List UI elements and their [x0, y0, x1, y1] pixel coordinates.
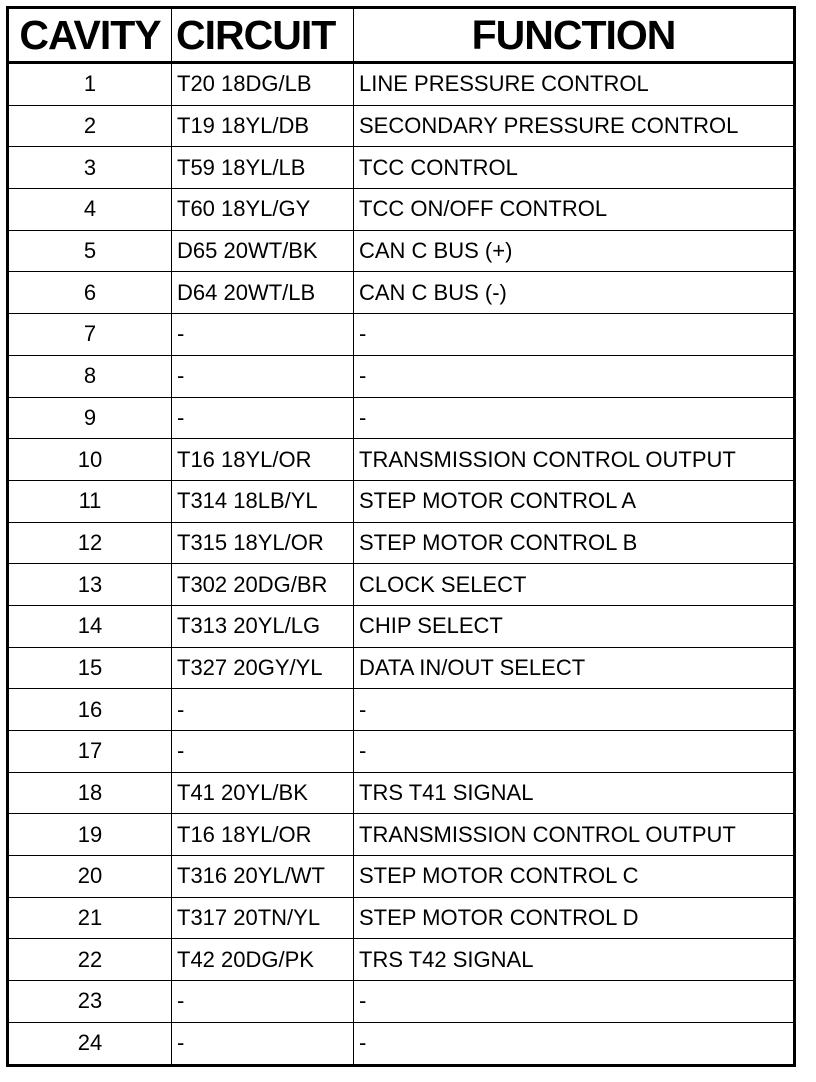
cell-cavity: 23	[8, 981, 172, 1023]
table-row	[8, 522, 795, 564]
cell-function: LINE PRESSURE CONTROL	[354, 63, 795, 106]
table-row	[8, 731, 795, 773]
cell-circuit: -	[172, 689, 354, 731]
table-row	[8, 1022, 795, 1065]
table-row	[8, 897, 795, 939]
cell-function: -	[354, 689, 795, 731]
cell-cavity: 11	[8, 480, 172, 522]
cell-circuit: D65 20WT/BK	[172, 230, 354, 272]
cell-function: TCC ON/OFF CONTROL	[354, 189, 795, 231]
table-body	[8, 63, 795, 1066]
cell-cavity: 9	[8, 397, 172, 439]
cell-circuit: T60 18YL/GY	[172, 189, 354, 231]
cell-cavity: 16	[8, 689, 172, 731]
cell-circuit: T16 18YL/OR	[172, 439, 354, 481]
table-row	[8, 147, 795, 189]
cell-function: SECONDARY PRESSURE CONTROL	[354, 105, 795, 147]
cell-cavity: 24	[8, 1022, 172, 1065]
table-row	[8, 480, 795, 522]
cell-circuit: T42 20DG/PK	[172, 939, 354, 981]
cell-function: STEP MOTOR CONTROL D	[354, 897, 795, 939]
cell-function: -	[354, 981, 795, 1023]
table-row	[8, 939, 795, 981]
table-row	[8, 981, 795, 1023]
cell-cavity: 19	[8, 814, 172, 856]
cell-circuit: T316 20YL/WT	[172, 856, 354, 898]
cell-function: STEP MOTOR CONTROL C	[354, 856, 795, 898]
cell-function: STEP MOTOR CONTROL A	[354, 480, 795, 522]
table-row	[8, 689, 795, 731]
cell-function: CHIP SELECT	[354, 605, 795, 647]
cell-function: TRS T41 SIGNAL	[354, 772, 795, 814]
cell-function: CAN C BUS (+)	[354, 230, 795, 272]
table-row	[8, 856, 795, 898]
table-row	[8, 230, 795, 272]
cell-circuit: T327 20GY/YL	[172, 647, 354, 689]
table-row	[8, 355, 795, 397]
cell-circuit: T314 18LB/YL	[172, 480, 354, 522]
cell-function: -	[354, 1022, 795, 1065]
cell-function: DATA IN/OUT SELECT	[354, 647, 795, 689]
cell-cavity: 14	[8, 605, 172, 647]
table-row	[8, 314, 795, 356]
cell-circuit: T41 20YL/BK	[172, 772, 354, 814]
header-cavity: CAVITY	[8, 8, 172, 63]
cell-circuit: D64 20WT/LB	[172, 272, 354, 314]
table-row	[8, 397, 795, 439]
table-row	[8, 605, 795, 647]
cell-cavity: 2	[8, 105, 172, 147]
cell-function: TRANSMISSION CONTROL OUTPUT	[354, 814, 795, 856]
cell-circuit: T315 18YL/OR	[172, 522, 354, 564]
cell-cavity: 3	[8, 147, 172, 189]
cell-function: -	[354, 314, 795, 356]
cell-cavity: 17	[8, 731, 172, 773]
cell-cavity: 12	[8, 522, 172, 564]
connector-pinout-table	[6, 6, 796, 1067]
cell-function: STEP MOTOR CONTROL B	[354, 522, 795, 564]
cell-circuit: T59 18YL/LB	[172, 147, 354, 189]
cell-circuit: T313 20YL/LG	[172, 605, 354, 647]
cell-cavity: 13	[8, 564, 172, 606]
header-function: FUNCTION	[354, 8, 795, 63]
cell-cavity: 4	[8, 189, 172, 231]
cell-cavity: 18	[8, 772, 172, 814]
cell-cavity: 20	[8, 856, 172, 898]
cell-cavity: 7	[8, 314, 172, 356]
cell-circuit: T20 18DG/LB	[172, 63, 354, 106]
table-header	[8, 8, 795, 63]
cell-function: CAN C BUS (-)	[354, 272, 795, 314]
table-row	[8, 564, 795, 606]
cell-circuit: -	[172, 731, 354, 773]
cell-function: TRANSMISSION CONTROL OUTPUT	[354, 439, 795, 481]
table-row	[8, 647, 795, 689]
cell-circuit: -	[172, 981, 354, 1023]
cell-function: TRS T42 SIGNAL	[354, 939, 795, 981]
table-row	[8, 772, 795, 814]
table-row	[8, 189, 795, 231]
cell-function: TCC CONTROL	[354, 147, 795, 189]
cell-function: CLOCK SELECT	[354, 564, 795, 606]
cell-cavity: 6	[8, 272, 172, 314]
table-row	[8, 814, 795, 856]
table-row	[8, 105, 795, 147]
cell-cavity: 5	[8, 230, 172, 272]
header-circuit: CIRCUIT	[172, 8, 354, 63]
cell-circuit: -	[172, 314, 354, 356]
header-row	[8, 8, 795, 63]
table-row	[8, 272, 795, 314]
cell-circuit: T302 20DG/BR	[172, 564, 354, 606]
cell-function: -	[354, 355, 795, 397]
cell-cavity: 15	[8, 647, 172, 689]
cell-circuit: -	[172, 397, 354, 439]
cell-cavity: 10	[8, 439, 172, 481]
table-row	[8, 439, 795, 481]
cell-circuit: T16 18YL/OR	[172, 814, 354, 856]
cell-cavity: 8	[8, 355, 172, 397]
cell-cavity: 21	[8, 897, 172, 939]
cell-circuit: T19 18YL/DB	[172, 105, 354, 147]
cell-cavity: 1	[8, 63, 172, 106]
cell-function: -	[354, 397, 795, 439]
cell-cavity: 22	[8, 939, 172, 981]
cell-circuit: -	[172, 1022, 354, 1065]
cell-function: -	[354, 731, 795, 773]
table-row	[8, 63, 795, 106]
cell-circuit: T317 20TN/YL	[172, 897, 354, 939]
cell-circuit: -	[172, 355, 354, 397]
